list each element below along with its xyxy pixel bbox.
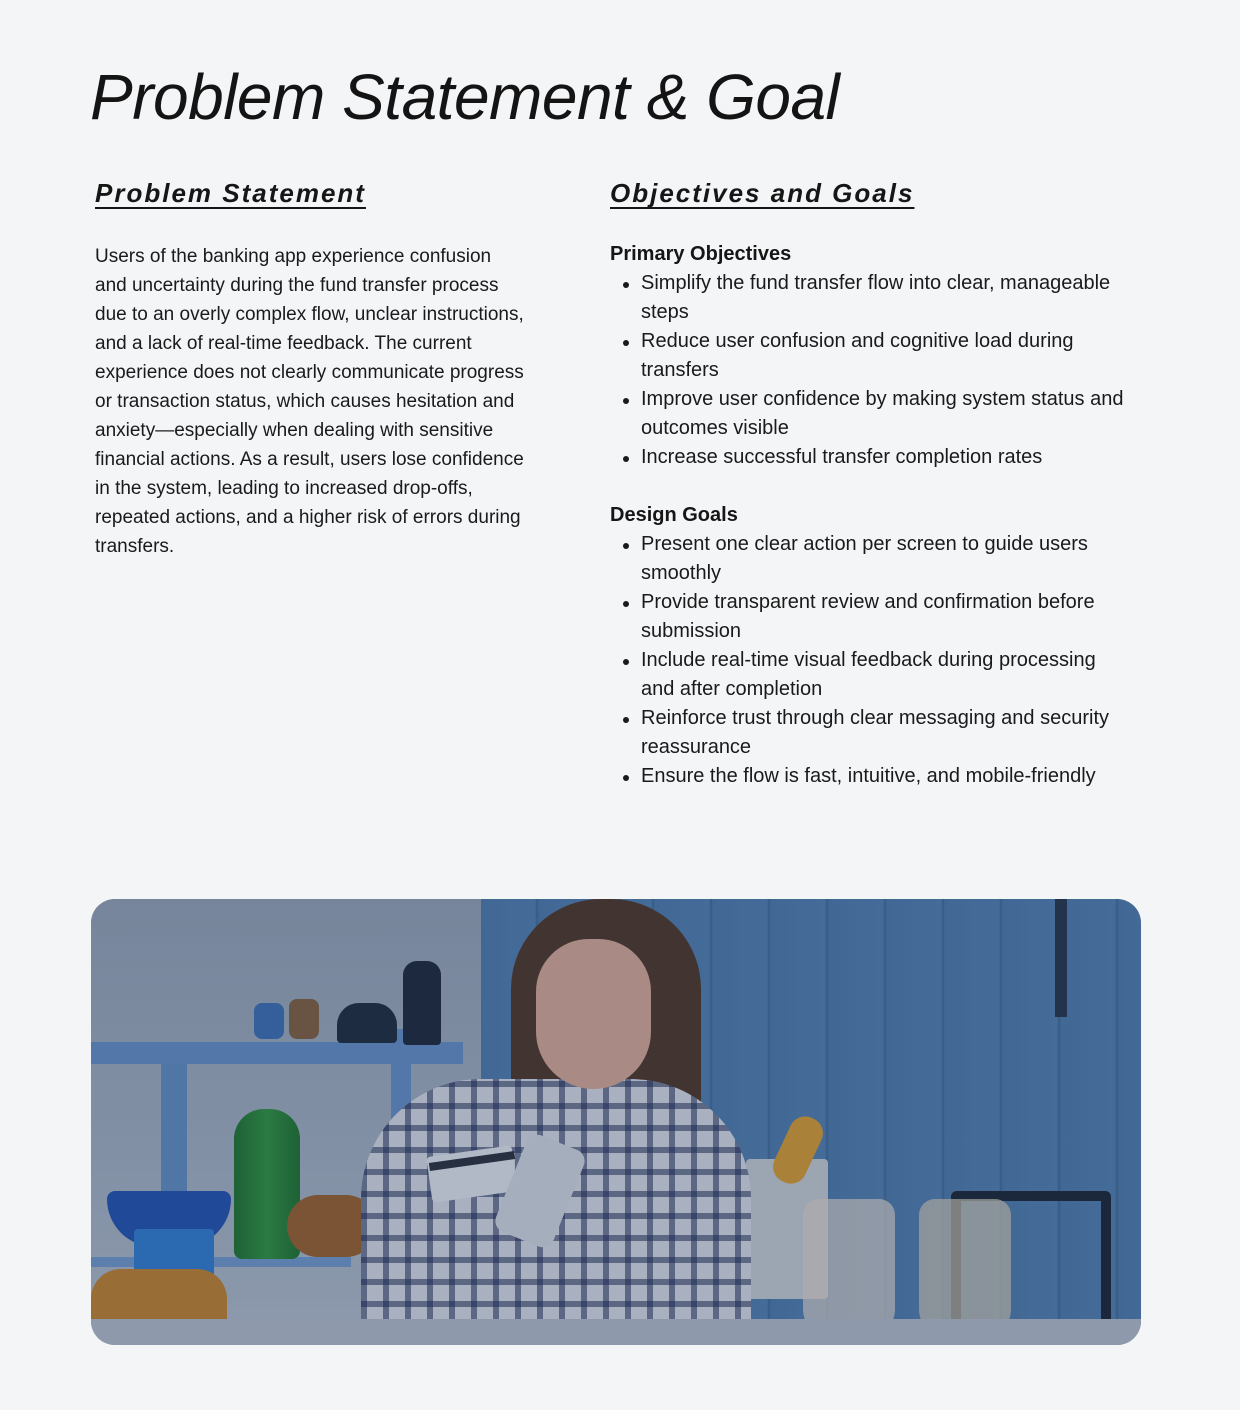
bullet-icon <box>623 340 629 346</box>
objectives-heading: Objectives and Goals <box>610 178 915 208</box>
list-item-text: Ensure the flow is fast, intuitive, and mobile-friendly <box>641 765 1096 787</box>
bullet-icon <box>623 775 629 781</box>
bullet-icon <box>623 543 629 549</box>
list-item-text: Include real-time visual feedback during processing and after completion <box>641 649 1096 700</box>
design-goals-block <box>610 501 1150 791</box>
list-item <box>610 704 1130 762</box>
bullet-icon <box>623 398 629 404</box>
list-item-text: Reduce user confusion and cognitive load during transfers <box>641 330 1074 381</box>
list-item-text: Present one clear action per screen to guide users smoothly <box>641 533 1088 584</box>
page-title: Problem Statement & Goal <box>90 61 840 133</box>
hero-photo <box>91 899 1141 1345</box>
list-item-text: Increase successful transfer completion rates <box>641 446 1043 468</box>
primary-objectives-block <box>610 240 1150 472</box>
list-item <box>610 443 1130 472</box>
list-item <box>610 762 1130 791</box>
problem-statement-heading: Problem Statement <box>95 178 366 208</box>
primary-objectives-list <box>610 269 1150 472</box>
problem-statement-body: Users of the banking app experience confusion and uncertainty during the fund transfer process due to an overly complex flow, unclear instructions, and a lack of real-time feedback. The current experience does not clearly communicate progress or transaction status, which causes hesitation and anxiety—especially when dealing with sensitive financial actions. As a result, users lose confidence in the system, leading to increased drop-offs, repeated actions, and a higher risk of errors during transfers. <box>95 246 524 557</box>
design-goals-list <box>610 530 1150 791</box>
list-item <box>610 588 1130 646</box>
bullet-icon <box>623 456 629 462</box>
primary-objectives-heading: Primary Objectives <box>610 243 792 265</box>
list-item <box>610 530 1130 588</box>
list-item <box>610 385 1130 443</box>
bullet-icon <box>623 659 629 665</box>
list-item-text: Provide transparent review and confirmation before submission <box>641 591 1095 642</box>
objectives-section <box>610 176 1150 791</box>
list-item <box>610 327 1130 385</box>
problem-statement-section <box>95 176 525 561</box>
bullet-icon <box>623 601 629 607</box>
list-item <box>610 269 1130 327</box>
design-goals-heading: Design Goals <box>610 504 738 526</box>
bullet-icon <box>623 282 629 288</box>
list-item-text: Reinforce trust through clear messaging and security reassurance <box>641 707 1110 758</box>
bullet-icon <box>623 717 629 723</box>
list-item <box>610 646 1130 704</box>
list-item-text: Simplify the fund transfer flow into clear, manageable steps <box>641 272 1111 323</box>
photo-tint-overlay <box>91 899 1141 1345</box>
list-item-text: Improve user confidence by making system status and outcomes visible <box>641 388 1124 439</box>
